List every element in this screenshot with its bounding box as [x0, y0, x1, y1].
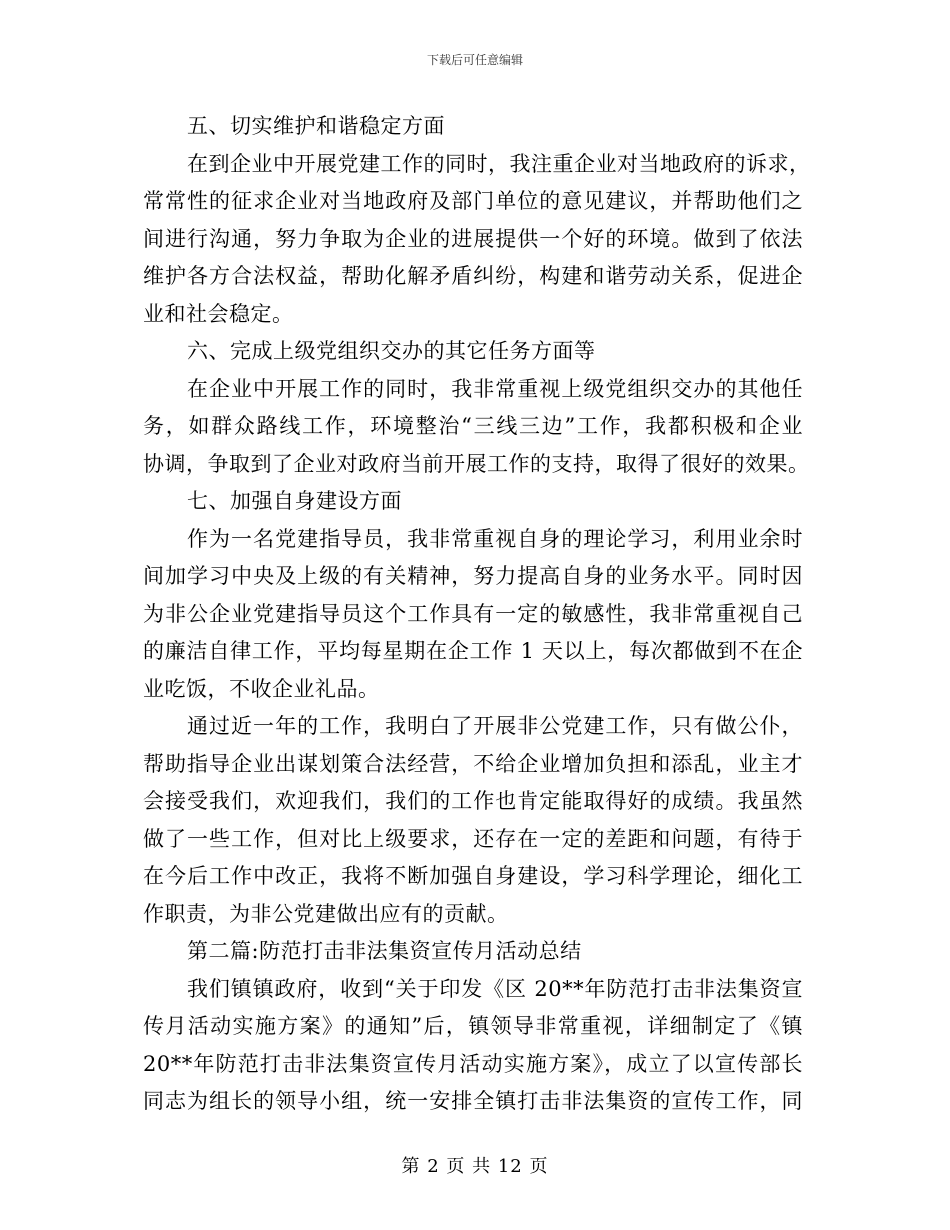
- paragraph-line: 协调，争取到了企业对政府当前开展工作的支持，取得了很好的效果。: [143, 451, 810, 476]
- paragraph-line: 的廉洁自律工作，平均每星期在企工作 1 天以上，每次都做到不在企: [143, 639, 803, 663]
- paragraph-line: 业和社会稳定。: [143, 301, 294, 326]
- paragraph-line: 常常性的征求企业对当地政府及部门单位的意见建议，并帮助他们之: [143, 189, 803, 213]
- paragraph-line: 在到企业中开展党建工作的同时，我注重企业对当地政府的诉求，: [187, 151, 811, 176]
- section-heading-5: 五、切实维护和谐稳定方面: [187, 114, 445, 138]
- paragraph-line: 业吃饭，不收企业礼品。: [143, 676, 380, 701]
- paragraph-line: 间加学习中央及上级的有关精神，努力提高自身的业务水平。同时因: [143, 564, 803, 588]
- paragraph-line: 作为一名党建指导员，我非常重视自身的理论学习，利用业余时: [187, 526, 803, 551]
- paragraph-line: 务，如群众路线工作，环境整治“三线三边”工作，我都积极和企业: [143, 414, 803, 438]
- page-header-note: 下载后可任意编辑: [426, 53, 523, 67]
- paragraph-line: 维护各方合法权益，帮助化解矛盾纠纷，构建和谐劳动关系，促进企: [143, 264, 803, 288]
- paragraph-line: 20**年防范打击非法集资宣传月活动实施方案》，成立了以宣传部长: [143, 1051, 803, 1076]
- paragraph-line: 为非公企业党建指导员这个工作具有一定的敏感性，我非常重视自己: [143, 601, 803, 626]
- paragraph-line: 在今后工作中改正，我将不断加强自身建设，学习科学理论，细化工: [143, 864, 803, 888]
- paragraph-line: 同志为组长的领导小组，统一安排全镇打击非法集资的宣传工作，同: [143, 1089, 803, 1113]
- section-heading-6: 六、完成上级党组织交办的其它任务方面等: [187, 339, 596, 363]
- paragraph-line: 间进行沟通，努力争取为企业的进展提供一个好的环境。做到了依法: [143, 226, 803, 251]
- article-title-part-2: 第二篇:防范打击非法集资宣传月活动总结: [187, 939, 582, 963]
- paragraph-line: 我们镇镇政府，收到“关于印发《区 20**年防范打击非法集资宣: [187, 976, 803, 1001]
- page-number: 第 2 页 共 12 页: [401, 1156, 549, 1177]
- paragraph-line: 在企业中开展工作的同时，我非常重视上级党组织交办的其他任: [187, 376, 803, 401]
- section-heading-7: 七、加强自身建设方面: [187, 489, 402, 513]
- paragraph-line: 帮助指导企业出谋划策合法经营，不给企业增加负担和添乱，业主才: [143, 751, 803, 776]
- document-body: [143, 108, 811, 1121]
- paragraph-line: 做了一些工作，但对比上级要求，还存在一定的差距和问题，有待于: [143, 826, 803, 851]
- paragraph-line: 会接受我们，欢迎我们，我们的工作也肯定能取得好的成绩。我虽然: [143, 789, 803, 813]
- paragraph-line: 作职责，为非公党建做出应有的贡献。: [143, 901, 509, 926]
- paragraph-line: 传月活动实施方案》的通知”后，镇领导非常重视，详细制定了《镇: [143, 1014, 803, 1038]
- paragraph-line: 通过近一年的工作，我明白了开展非公党建工作，只有做公仆，: [187, 714, 803, 738]
